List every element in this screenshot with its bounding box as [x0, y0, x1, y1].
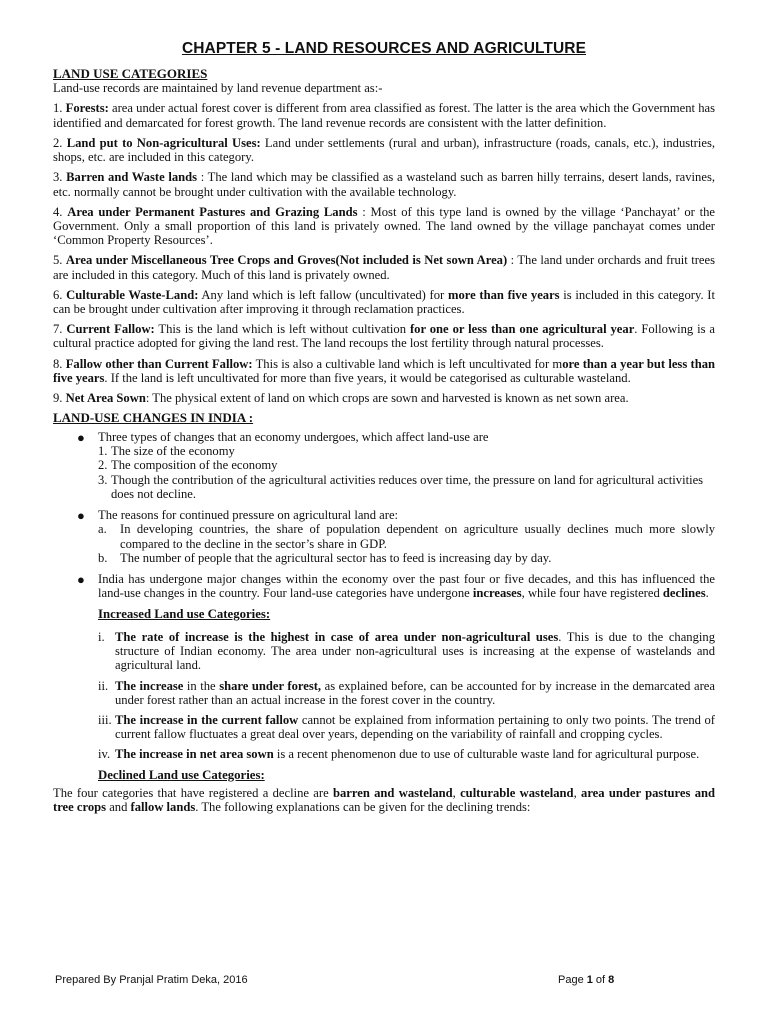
item-term: Area under Permanent Pastures and Grazing Lands	[67, 204, 358, 219]
item-text: : Most of this type land is owned by the village ‘Panchayat’ or the Government. Only a small proportion of this land is privately owned. The land owned by the village panchayat comes under ‘Common Property Resources’.	[53, 204, 715, 248]
item-text: . Following is a cultural practice adopted for giving the land rest. The land recoups the lost fertility through natural processes.	[53, 322, 716, 351]
section-heading-land-use-changes: LAND-USE CHANGES IN INDIA :	[53, 410, 254, 426]
chapter-title: CHAPTER 5 - LAND RESOURCES AND AGRICULTURE	[181, 40, 587, 57]
item-number: 1.	[53, 101, 63, 116]
bullet-icon: ●	[77, 430, 85, 446]
item-number: 3.	[53, 170, 63, 185]
land-use-item	[53, 136, 715, 164]
item-text: This is the land which is left without cultivation	[154, 322, 410, 337]
land-use-list	[53, 101, 715, 405]
page-of-label: of	[592, 974, 609, 986]
item-letter: a.	[98, 522, 107, 537]
item-text: as explained before, can be accounted for by increase in the demarcated area under forest rather than an actual increase in the forest cover in the country.	[115, 678, 715, 707]
land-use-item	[53, 288, 715, 316]
bullet-india-changes	[53, 572, 715, 600]
item-text: area under actual forest cover is different from area classified as forest. The latter is the area which the Government has identified and demarcated for forest growth. The land revenue records are consistent with the latter definition.	[53, 101, 715, 130]
lettered-item	[98, 551, 715, 565]
item-emphasis: more than five years	[447, 287, 560, 302]
increased-item	[98, 630, 715, 673]
item-emphasis: The increase in the current fallow	[115, 712, 299, 727]
item-term: Forests:	[65, 101, 109, 116]
footer-author: Prepared By Pranjal Pratim Deka, 2016	[55, 974, 248, 986]
item-number: 2.	[53, 135, 63, 150]
section-heading-land-use: LAND USE CATEGORIES	[53, 65, 208, 81]
bold-term: barren and wasteland	[332, 786, 453, 801]
numbered-item	[98, 473, 715, 501]
item-text: In developing countries, the share of population dependent on agriculture usually declines much more slowly compared to the decline in the sector’s share in GDP.	[120, 522, 715, 551]
item-number: 2.	[98, 458, 108, 473]
item-text: The composition of the economy	[111, 458, 278, 473]
bullet-lead: Three types of changes that an economy undergoes, which affect land-use are	[98, 430, 489, 445]
paragraph-text: The four categories that have registered a decline are	[53, 786, 333, 801]
item-number: 7.	[53, 322, 63, 337]
item-letter: b.	[98, 550, 108, 565]
item-roman-number: i.	[98, 629, 105, 644]
item-text: : The land which may be classified as a wasteland such as barren hilly terrains, desert lands, ravines, etc. normally cannot be brought under cultivation with the available technology.	[53, 170, 715, 199]
item-number: 1.	[98, 444, 108, 459]
paragraph-text: ,	[573, 786, 582, 801]
item-text: : The physical extent of land on which crops are sown and harvested is known as net sown area.	[145, 391, 629, 406]
bold-term: culturable wasteland	[460, 786, 574, 801]
bold-term: increases	[472, 586, 522, 601]
item-roman-number: iii.	[98, 712, 112, 727]
bullet-lead: The reasons for continued pressure on agricultural land are:	[98, 508, 399, 523]
land-use-item	[53, 391, 715, 405]
item-number: 5.	[53, 253, 63, 268]
land-use-intro: Land-use records are maintained by land revenue department as:-	[53, 81, 383, 96]
item-text: This is also a cultivable land which is left uncultivated for m	[252, 356, 563, 371]
document-page	[53, 40, 715, 821]
bold-term: declines	[662, 586, 706, 601]
increased-item	[98, 747, 715, 761]
increased-item	[98, 679, 715, 707]
bullet-three-types	[53, 430, 715, 501]
item-text: Land under settlements (rural and urban), infrastructure (roads, canals, etc.), industries, shops, etc. are included in this category.	[53, 135, 715, 165]
lettered-list	[98, 522, 715, 565]
paragraph-text: India has undergone major changes within the economy over the past four or five decades, and this has influenced the land-use changes in the country. Four land-use categories have undergone	[98, 572, 715, 601]
item-number: 6.	[53, 287, 63, 302]
item-text: is included in this category. It can be brought under cultivation after improving it through reclamation practices.	[53, 287, 716, 317]
paragraph-text: . The following explanations can be given for the declining trends:	[195, 800, 531, 815]
paragraph-text: .	[705, 586, 709, 601]
land-use-item	[53, 170, 715, 198]
item-roman-number: iv.	[98, 747, 111, 762]
item-text: Though the contribution of the agricultural activities reduces over time, the pressure on land for agricultural activities does not decline.	[111, 472, 704, 501]
item-term: Net Area Sown	[65, 391, 146, 406]
bullet-icon: ●	[77, 572, 85, 587]
increased-list	[98, 630, 715, 762]
numbered-item	[98, 444, 715, 458]
increased-item	[98, 713, 715, 741]
item-number: 3.	[98, 472, 108, 487]
item-text: : The land under orchards and fruit trees are included in this category. Much of this land is privately owned.	[53, 253, 715, 282]
land-use-item	[53, 253, 715, 281]
item-term: Current Fallow:	[66, 322, 155, 337]
item-roman-number: ii.	[98, 678, 109, 693]
bold-term: fallow lands	[130, 800, 196, 815]
item-term: Area under Miscellaneous Tree Crops and Groves(Not included is Net sown Area)	[65, 253, 508, 268]
lettered-item	[98, 522, 715, 550]
item-emphasis: The rate of increase is the highest in case of area under non-agricultural uses	[115, 629, 559, 644]
page-footer	[55, 974, 620, 986]
item-text: The number of people that the agricultural sector has to feed is increasing day by day.	[120, 550, 552, 565]
declined-paragraph	[53, 786, 715, 814]
paragraph-text: , while four have registered	[521, 586, 663, 601]
item-text: The size of the economy	[111, 444, 235, 459]
footer-page-number	[558, 974, 614, 986]
item-term: Barren and Waste lands	[66, 170, 198, 185]
item-text: Any land which is left fallow (uncultivated) for	[198, 287, 448, 302]
paragraph-text: and	[106, 800, 131, 815]
item-emphasis: for one or less than one agricultural year	[409, 322, 635, 337]
bullet-reasons	[53, 508, 715, 565]
land-use-item	[53, 357, 715, 385]
item-text: cannot be explained from information pertaining to only two points. The trend of current fallow fluctuates a great deal over years, depending on the variability of rainfall and cropping cycles.	[115, 712, 715, 742]
item-term: Fallow other than Current Fallow:	[65, 356, 253, 371]
page-current: 1	[586, 974, 593, 986]
item-text: . This is due to the changing structure of Indian economy. The area under non-agricultural uses is increasing at the expense of wastelands and agricultural land.	[115, 629, 715, 673]
item-emphasis: The increase in net area sown	[115, 747, 274, 762]
bold-term: area under pastures and tree crops	[53, 786, 715, 815]
item-term: Land put to Non-agricultural Uses:	[66, 135, 261, 150]
item-emphasis: share under forest,	[219, 678, 322, 693]
item-number: 9.	[53, 391, 63, 406]
subheading-declined: Declined Land use Categories:	[98, 767, 265, 782]
item-term: Culturable Waste-Land:	[66, 287, 199, 302]
item-emphasis: ore than a year but less than five years	[53, 356, 715, 385]
item-number: 4.	[53, 204, 63, 219]
land-use-item	[53, 101, 715, 129]
page-total: 8	[608, 974, 615, 986]
numbered-list	[98, 444, 715, 501]
page-label: Page	[558, 974, 587, 986]
item-emphasis: The increase	[115, 678, 184, 693]
land-use-item	[53, 205, 715, 248]
item-number: 8.	[53, 356, 63, 371]
bullet-icon: ●	[77, 508, 85, 524]
subheading-increased: Increased Land use Categories:	[98, 607, 271, 622]
item-text: is a recent phenomenon due to use of culturable waste land for agricultural purpose.	[273, 747, 700, 762]
item-text: . If the land is left uncultivated for more than five years, it would be categorised as culturable wasteland.	[104, 370, 631, 385]
paragraph-text: ,	[452, 786, 461, 801]
numbered-item	[98, 458, 715, 472]
item-text: in the	[183, 678, 220, 693]
land-use-item	[53, 322, 715, 350]
